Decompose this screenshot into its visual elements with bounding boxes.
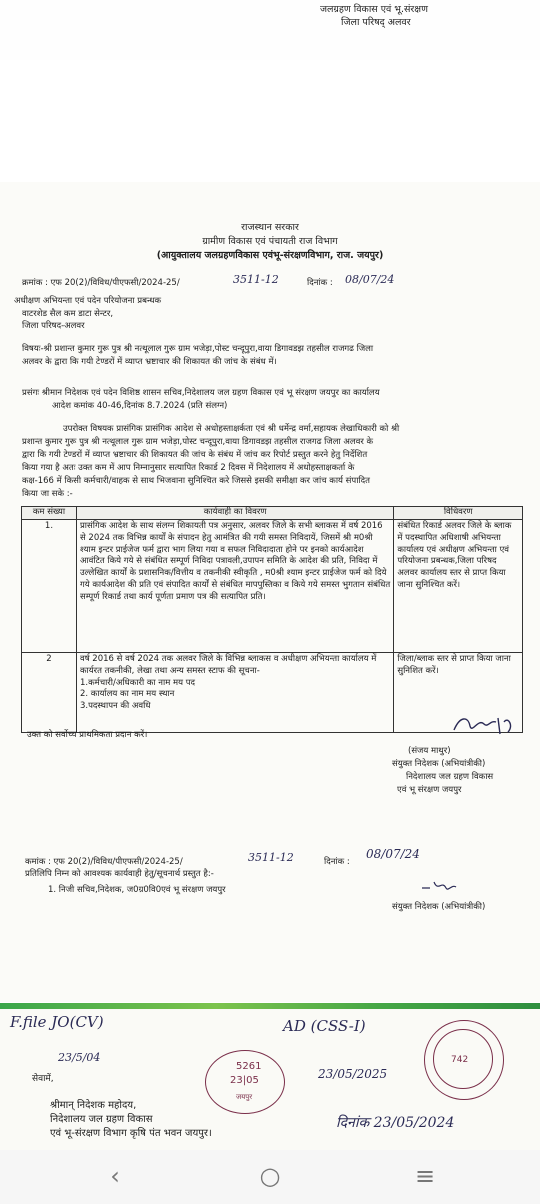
body-line4: किया गया है अतः उक्त कम में आप निम्नानुसार सत्यापित रिकार्ड 2 दिवस में निदेशालय में अधोहस्ताक्षकर्ता के [22, 463, 355, 473]
table-header: कार्यवाही का विवरण [76, 507, 393, 520]
body-line2: प्रशान्त कुमार गुरू पुत्र श्री नत्थूलाल गुरू ग्राम भजेड़ा,पोस्ट चन्दूपुरा,वाया डिगावडझ तहसील राजगढ जिला अलवर के [22, 437, 374, 447]
table-row [22, 520, 523, 653]
handwritten-ad-note: AD (CSS-I) [283, 1017, 366, 1035]
closing-line: उक्त को सर्वोच्च प्राथमिकता प्रदान करें। [27, 730, 148, 740]
header-dept-line: जलग्रहण विकास एवं भू.संरक्षण [320, 4, 428, 15]
previous-page-fragment [0, 0, 540, 60]
home-icon[interactable]: ○ [259, 1162, 281, 1190]
salutation-sevame: सेवामें, [32, 1074, 54, 1084]
ref-number: क्रमांक : एफ 20(2)/विविध/पीएफसी/2024-25/ [22, 278, 180, 288]
copy-designation: संयुक्त निदेशक (अभियांत्रीकी) [392, 902, 486, 912]
receipt-stamp [205, 1050, 285, 1114]
row-description-item: 1.कर्मचारी/अधिकारी का नाम मय पद [79, 677, 196, 688]
receipt-stamp-date: 23|05 [230, 1075, 259, 1086]
body-line1: उपरोक्त विषयक प्रासंगिक प्रासंगिक आदेश से अधोहस्ताक्षर्कता एवं श्री धर्मेन्द्र वर्मा,सहायक लेखाधिकारी को श्री [63, 424, 400, 434]
copy-intro: प्रतिलिपि निम्न को आवश्यक कार्यवाही हेतु/सूचनार्थ प्रस्तुत है:- [25, 869, 214, 879]
row-number: 2 [22, 653, 77, 733]
receipt-stamp-number: 5261 [236, 1061, 262, 1072]
forward-line3: एवं भू-संरक्षण विभाग कृषि पंत भवन जयपुर। [50, 1128, 212, 1139]
row-description-item: 2. कार्यालय का नाम मय स्थान [79, 689, 175, 700]
subject-line1: विषयः-श्री प्रशान्त कुमार गुरू पुत्र श्री नत्थूलाल गुरू ग्राम भजेड़ा,पोस्ट चन्दूपुरा,वाया डिगावडझ तहसील राजगढ जिला [22, 344, 374, 354]
recents-icon[interactable]: ≡ [414, 1162, 436, 1190]
copy-number-handwritten: 3511-12 [248, 851, 294, 864]
body-line6: किया जा सके :- [22, 489, 73, 499]
round-seal [424, 1020, 504, 1100]
signatory-designation: संयुक्त निदेशक (अभियांत्रीकी) [392, 759, 486, 769]
copy-signature-image [420, 878, 460, 894]
table-header-row [22, 507, 523, 520]
addressee-line1: अधीक्षण अभियन्ता एवं पदेन परियोजना प्रबन्धक [14, 296, 162, 306]
row-description-intro: वर्ष 2016 से वर्ष 2024 तक अलवर जिले के विभिन्न ब्लाकस व अधीक्षण अभियन्ता कार्यालय में कार्यरत तकनीकी, लेखा तथा अन्य समस्त स्टाफ की सूचना- [79, 654, 377, 676]
row-description: प्रासंगिक आदेश के साथ संलग्न शिकायती पत्र अनुसार, अलवर जिले के सभी ब्लाकस में वर्ष 2016 से 2024 तक विभिन्न कार्यों के संपादन हेतु आमंत्रित की गयी समस्त निविदायें, जिसमें श्री म0श्री श्याम इन्टर प्राईजेज फर्म द्वारा भाग लिया गया व सफल निविदादाता होने पर इनको कार्यआदेश आवंटित किये गये से संबंधित सम्पूर्ण निविदा पत्रावली,उपापन समिति के आदेश की प्रति, निविदा में उल्लेखित कार्यों के प्रशासनिक/वित्तीय व तकनीकी स्वीकृति , म0श्री श्याम इन्टर प्राईजेज फर्म को दिये गये कार्यआदेश की प्रति एवं संपादित कार्यों से संबंधित मापपुस्तिका व किये गये समस्त भुगतान संबंधित सम्पूर्ण रिकार्ड तथा कार्य पूर्णता प्रमाण पत्र की सत्यापित प्रति। [76, 520, 393, 653]
body-line3: द्वारा कि गयी टेण्डरों में व्याप्त भ्रष्टाचार की शिकायत की जांच के संबंध में जांच कर रिपोर्ट प्रस्तुत करने हेतु निर्देशित [22, 450, 368, 460]
green-band [0, 1003, 540, 1009]
header-district-line: जिला परिषद् अलवर [341, 17, 411, 28]
back-icon[interactable]: ‹ [110, 1162, 120, 1190]
handwritten-file-note: F.file JO(CV) [10, 1013, 104, 1031]
table-row [22, 653, 523, 733]
row-description-item: 3.पदस्थापन की अवधि [79, 701, 151, 712]
addressee-line2: वाटरशेड सैल कम डाटा सेन्टर, [22, 309, 114, 319]
round-seal-number: 742 [451, 1055, 469, 1065]
copy-date-label: दिनांक : [324, 857, 350, 867]
forward-line1: श्रीमान् निदेशक महोदय, [50, 1100, 137, 1111]
row-description [76, 653, 393, 733]
reference-line1: प्रसंगः श्रीमान निदेशक एवं पदेन विशिष्ठ शासन सचिव,निदेशालय जल ग्रहण विकास एवं भू संरक्षण जयपुर का कार्यालय [22, 388, 380, 398]
signature-image [450, 712, 520, 740]
copy-item: 1. निजी सचिव,निदेशक, ज0ग्र0वि0एवं भू संरक्षण जयपुर [48, 885, 226, 895]
handwritten-date-right: 23/05/2025 [318, 1067, 388, 1081]
body-line5: कक्ष-166 में किसी कर्मचारी/वाहक से साथ भिजवाना सुनिश्चित करे जिससे इसकी समीक्षा कर जांच कार्य संपादित [22, 476, 370, 486]
table-header: विधिवरण [394, 507, 523, 520]
forward-line2: निदेशालय जल ग्रहण विकास [50, 1114, 153, 1125]
signatory-name: (संजय माथुर) [408, 746, 451, 756]
ref-date-handwritten: 08/07/24 [345, 273, 395, 286]
govt-title: राजस्थान सरकार [241, 222, 299, 233]
reference-line2: आदेश कमांक 40-46,दिनांक 8.7.2024 (प्रति संलग्न) [52, 401, 228, 411]
table-header: कम संख्या [22, 507, 77, 520]
row-number: 1. [22, 520, 77, 653]
addressee-line3: जिला परिषद-अलवर [22, 321, 85, 331]
dept-title: ग्रामीण विकास एवं पंचायती राज विभाग [202, 236, 338, 247]
copy-date-handwritten: 08/07/24 [366, 847, 420, 861]
receipt-stamp-city: जयपुर [236, 1093, 253, 1101]
handwritten-date-left: 23/5/04 [58, 1051, 101, 1064]
signatory-office1: निदेशालय जल ग्रहण विकास [406, 772, 494, 782]
office-title: (आयुक्तालय जलग्रहणविकास एवंभू-संरक्षणविभाग, राज. जयपुर) [156, 250, 384, 261]
work-table [21, 506, 523, 733]
ref-number-handwritten: 3511-12 [233, 273, 279, 286]
copy-number: कमांक : एफ 20(2)/विविध/पीएफसी/2024-25/ [25, 857, 183, 867]
row-responsibility: संबंधित रिकार्ड अलवर जिले के ब्लाक में पदस्थापित अधिशाषी अभियन्ता कार्यालय एवं अधीक्षण अभियन्ता एवं परियोजना प्रबन्धक,जिला परिषद अलवर कार्यालय स्तर से प्राप्त किया जाना सुनिश्चित करें। [394, 520, 523, 653]
handwritten-dinank: दिनांक 23/05/2024 [336, 1115, 455, 1131]
subject-line2: अलवर के द्वारा कि गयी टेण्डरों में व्याप्त भ्रष्टाचार की शिकायत की जांच के संबंध में। [22, 357, 277, 367]
row-responsibility: जिला/ब्लाक स्तर से प्राप्त किया जाना सुनिशित करें। [394, 653, 523, 733]
ref-date-label: दिनांक : [307, 278, 333, 288]
signatory-office2: एवं भू संरक्षण जयपुर [397, 785, 462, 795]
